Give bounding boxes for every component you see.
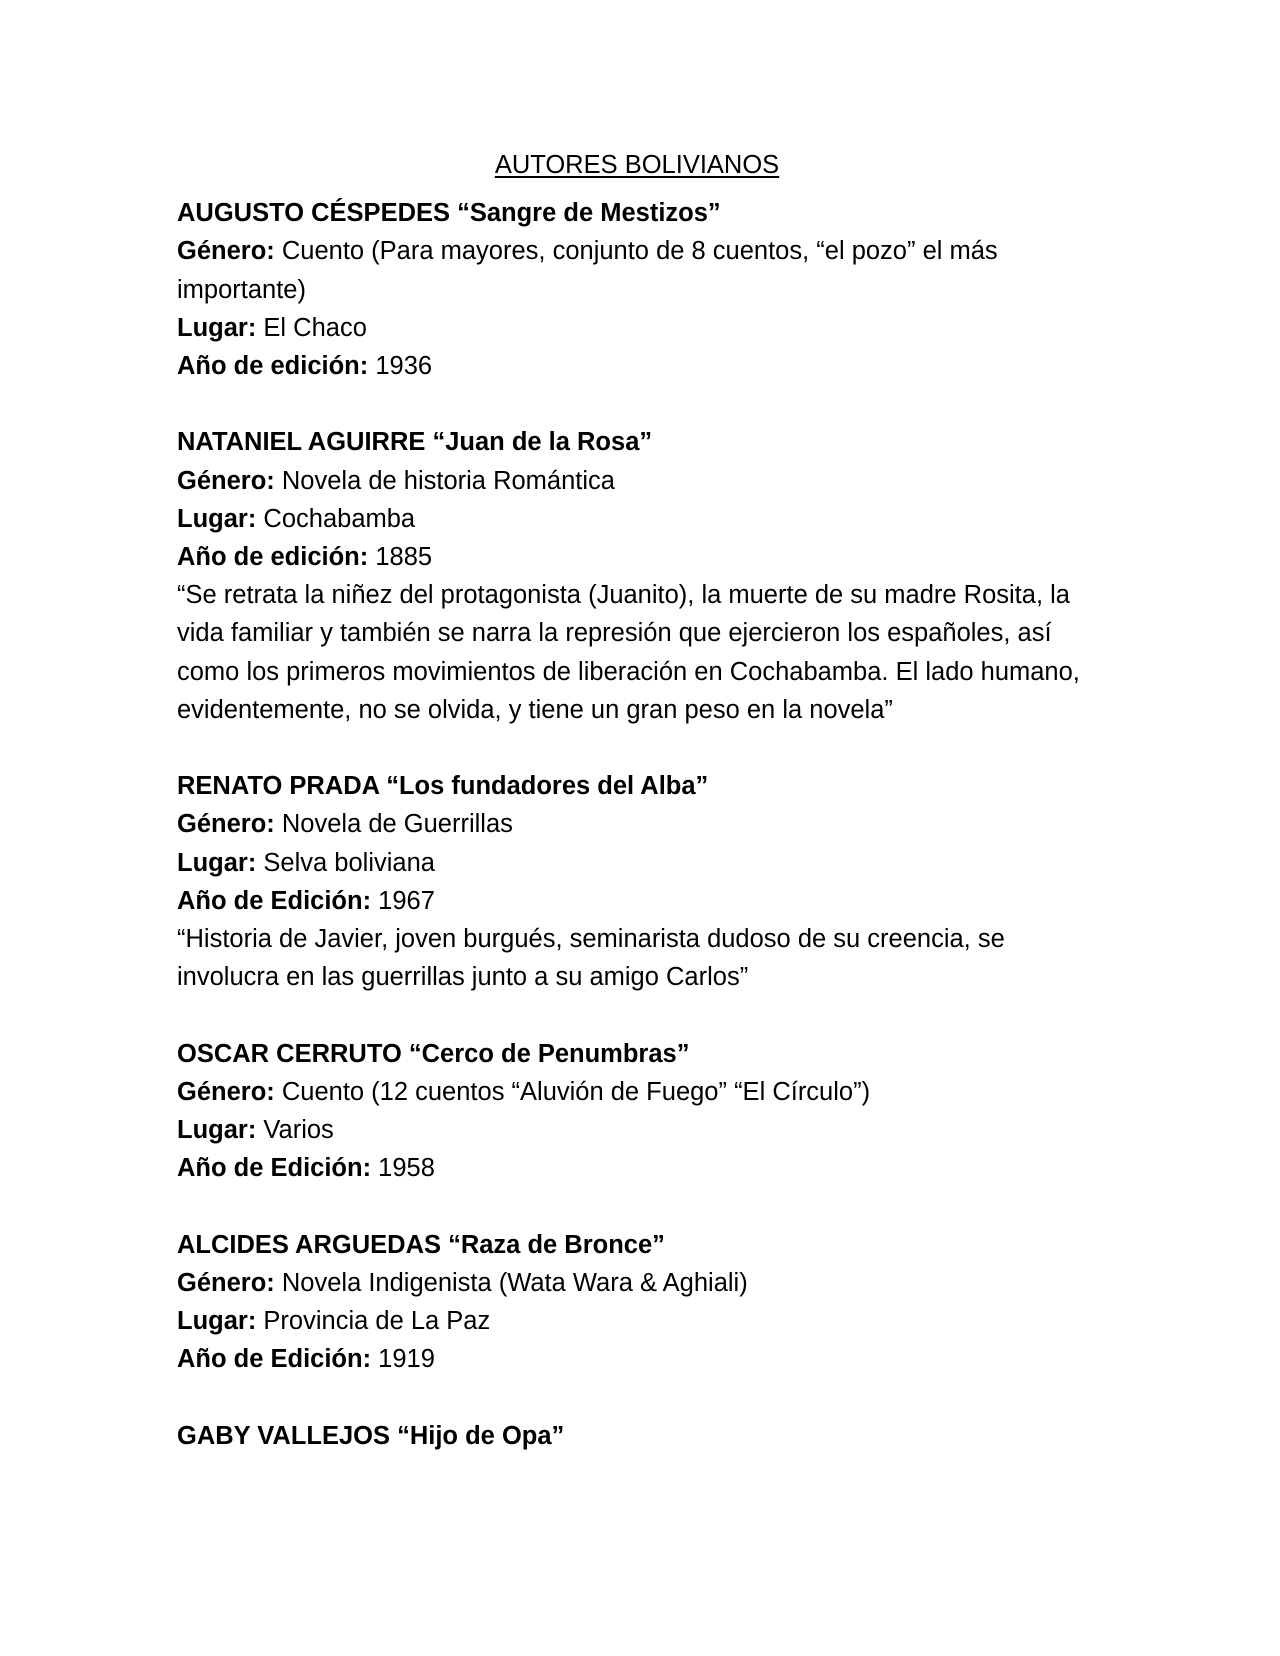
synopsis-quote: “Se retrata la niñez del protagonista (Juanito), la muerte de su madre Rosita, la vida familiar y también se narra la represión que ejercieron los españoles, así como los primeros movimientos de liberación en Cochabamba. El lado humano, evidentemente, no se olvida, y tiene un gran peso en la novela”: [177, 581, 1080, 724]
place-label: Lugar:: [177, 1307, 257, 1336]
place-value: Varios: [263, 1116, 334, 1145]
genre-value: Novela de Guerrillas: [281, 810, 513, 839]
year-value: 1885: [375, 543, 433, 572]
genre-line: [177, 1073, 1097, 1111]
author-entry: [177, 1417, 1097, 1455]
year-value: 1936: [375, 352, 433, 381]
year-label: Año de Edición:: [177, 1345, 372, 1374]
year-line: [177, 882, 1097, 920]
year-label: Año de Edición:: [177, 886, 372, 915]
synopsis-quote: “Historia de Javier, joven burgués, seminarista dudoso de su creencia, se involucra en las guerrillas junto a su amigo Carlos”: [177, 925, 1005, 992]
document-title: AUTORES BOLIVIANOS: [494, 151, 780, 179]
genre-line: [177, 805, 1097, 843]
year-value: 1967: [378, 886, 435, 915]
entry-heading: ALCIDES ARGUEDAS “Raza de Bronce”: [177, 1230, 665, 1259]
genre-line: [177, 462, 1097, 500]
place-value: El Chaco: [263, 313, 367, 342]
place-label: Lugar:: [177, 313, 257, 342]
genre-label: Género:: [177, 1268, 275, 1297]
author-entry: [177, 1035, 1097, 1188]
author-entry: [177, 423, 1097, 729]
place-line: [177, 1111, 1097, 1149]
year-value: 1919: [378, 1345, 435, 1374]
document-page: [177, 146, 1097, 1455]
author-entry: [177, 1226, 1097, 1379]
year-line: [177, 1340, 1097, 1378]
year-label: Año de Edición:: [177, 1154, 372, 1183]
place-line: [177, 309, 1097, 347]
year-label: Año de edición:: [177, 543, 369, 572]
author-entry: [177, 767, 1097, 996]
entry-heading: AUGUSTO CÉSPEDES “Sangre de Mestizos”: [177, 199, 721, 228]
place-line: [177, 844, 1097, 882]
genre-line: [177, 232, 1097, 308]
entry-heading: GABY VALLEJOS “Hijo de Opa”: [177, 1421, 565, 1450]
place-value: Selva boliviana: [263, 848, 435, 877]
entry-heading: OSCAR CERRUTO “Cerco de Penumbras”: [177, 1039, 690, 1068]
place-line: [177, 500, 1097, 538]
year-label: Año de edición:: [177, 352, 369, 381]
year-line: [177, 1149, 1097, 1187]
place-label: Lugar:: [177, 848, 257, 877]
genre-line: [177, 1264, 1097, 1302]
author-entry: [177, 194, 1097, 385]
genre-value: Cuento (Para mayores, conjunto de 8 cuentos, “el pozo” el más importante): [177, 237, 998, 304]
place-value: Cochabamba: [263, 504, 416, 533]
place-line: [177, 1302, 1097, 1340]
genre-value: Novela de historia Romántica: [281, 466, 615, 495]
genre-label: Género:: [177, 466, 275, 495]
year-line: [177, 538, 1097, 576]
genre-label: Género:: [177, 1077, 275, 1106]
entry-heading: NATANIEL AGUIRRE “Juan de la Rosa”: [177, 428, 653, 457]
genre-label: Género:: [177, 810, 275, 839]
genre-label: Género:: [177, 237, 275, 266]
place-label: Lugar:: [177, 504, 257, 533]
place-label: Lugar:: [177, 1116, 257, 1145]
place-value: Provincia de La Paz: [263, 1307, 491, 1336]
genre-value: Cuento (12 cuentos “Aluvión de Fuego” “El Círculo”): [281, 1077, 871, 1106]
genre-value: Novela Indigenista (Wata Wara & Aghiali): [281, 1268, 748, 1297]
entry-heading: RENATO PRADA “Los fundadores del Alba”: [177, 772, 709, 801]
year-value: 1958: [378, 1154, 435, 1183]
year-line: [177, 347, 1097, 385]
